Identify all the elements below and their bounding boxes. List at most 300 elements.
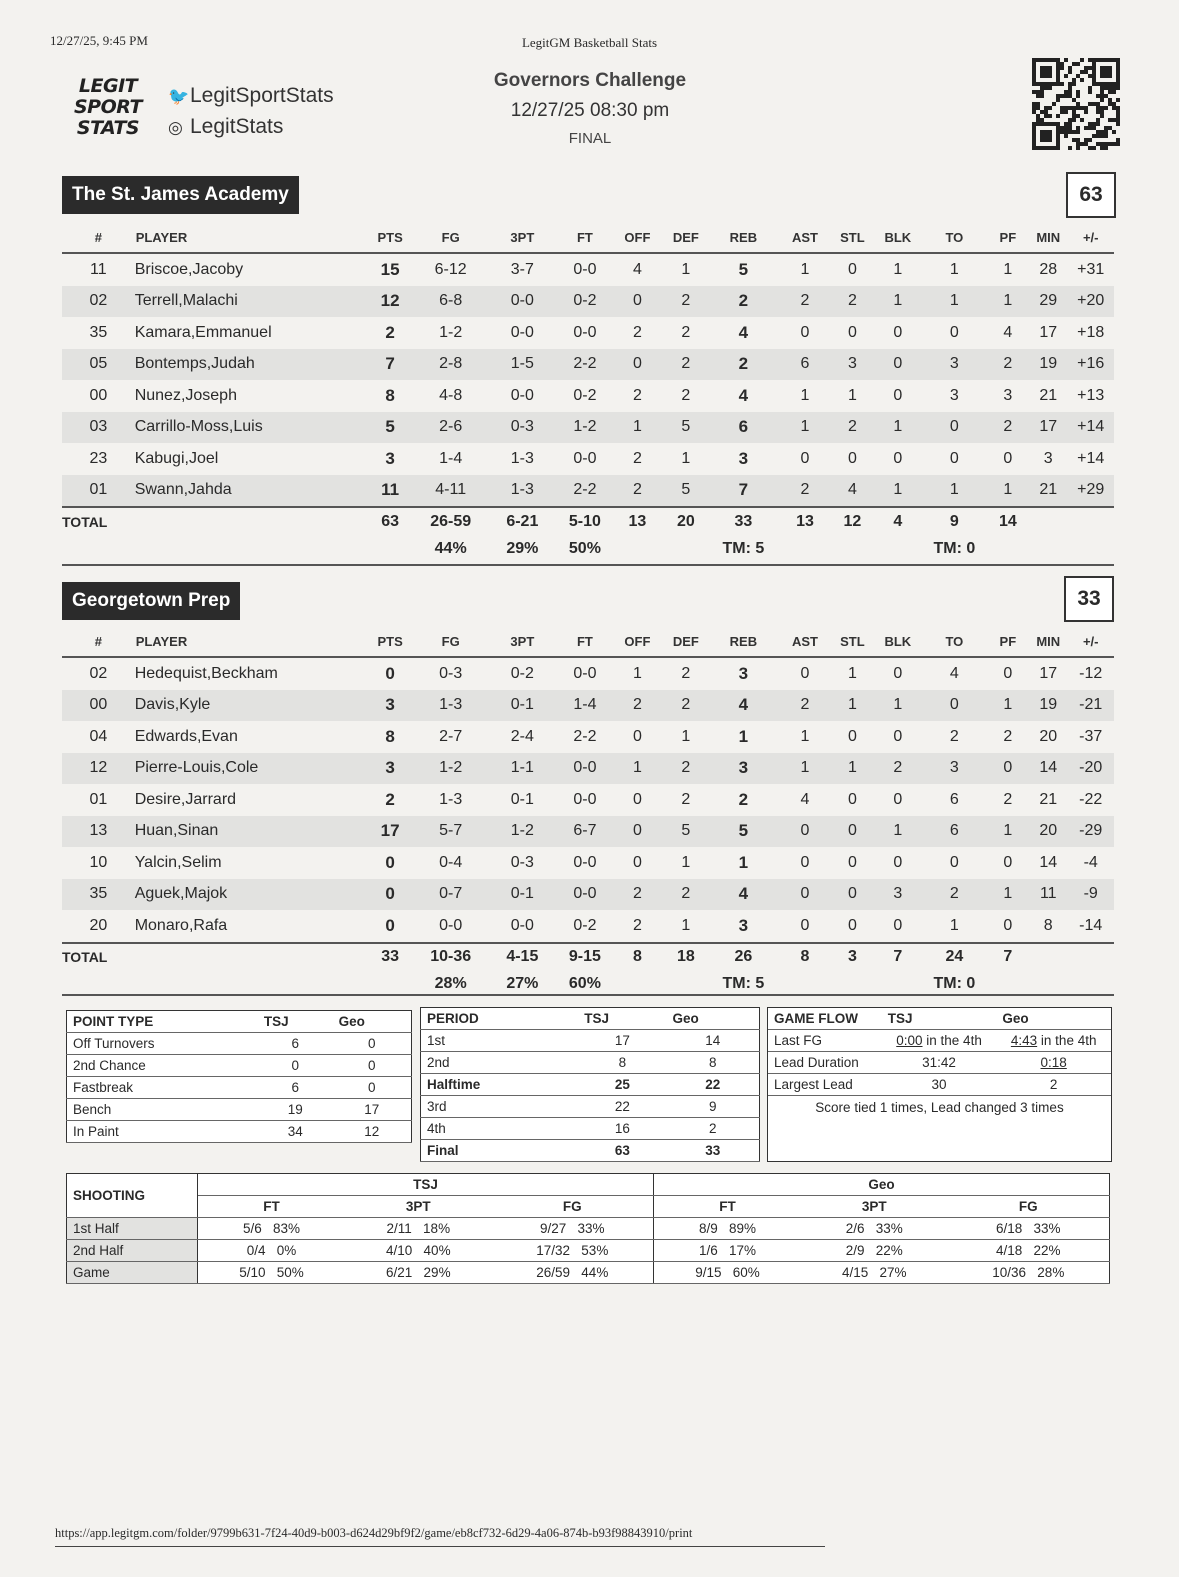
instagram-handle [168,115,283,139]
col-header-to: TO [945,229,964,245]
box-score-away [62,626,1114,998]
cell-stl: 3 [831,349,873,381]
total-to: 24 [945,948,964,965]
shooting-label: 1st Half [67,1218,198,1240]
stat-value: 8 [578,1052,666,1074]
cell-off: 2 [632,449,642,467]
shooting-cat-header: FT [653,1196,801,1218]
cell-min: 21 [1029,475,1067,508]
cell-number: 23 [89,449,108,467]
cell-player: Desire,Jarrard [134,790,237,808]
stat-value: 17 [578,1030,666,1052]
shooting-value [198,1240,346,1262]
cell-blk: 1 [874,816,922,848]
total-pts: 63 [381,512,399,530]
logo-line: SPORT [74,96,142,118]
made-attempted: 6/18 [995,1221,1023,1236]
stat-label: 1st [421,1030,579,1052]
twitter-bird-icon: 🐦 [168,87,190,106]
cell-pf: 1 [987,690,1029,722]
total-blk: 4 [893,512,903,530]
shooting-value [345,1240,492,1262]
total-stl: 12 [843,512,862,530]
stat-label: Halftime [421,1074,579,1096]
cell-ft: 0-2 [573,386,597,404]
pct-player [135,535,365,562]
cell-off: 0 [611,286,663,318]
player-row [62,412,1114,444]
cell-ft: 0-0 [559,657,611,690]
col-header-min: MIN [1036,633,1061,649]
cell-number: 01 [62,475,135,508]
col-header-fg: FG [441,633,460,649]
total-number: TOTAL [62,949,108,965]
stat-label: Fastbreak [67,1077,258,1099]
cell-blk: 0 [893,790,903,808]
cell-min: 29 [1029,286,1067,318]
cell-ast: 1 [800,727,810,745]
player-row [62,690,1114,722]
col-header-off: OFF [624,633,651,649]
shooting-value [653,1240,801,1262]
pct-plus-minus [1067,535,1114,562]
cell-player: Nunez,Joseph [134,386,237,404]
cell-min: 14 [1029,753,1067,785]
cell-fg: 1-4 [439,449,463,467]
cell-to: 6 [922,816,987,848]
cell-fg: 4-11 [415,475,486,508]
cell-pts: 3 [365,753,415,785]
flow-time: 4:43 [1010,1033,1038,1048]
shooting-value [801,1262,948,1284]
cell-3pt: 1-5 [486,349,559,381]
cell-ft: 0-0 [559,253,611,286]
stat-label: 2nd [421,1052,579,1074]
cell-blk: 0 [874,349,922,381]
stat-value: 6 [258,1077,333,1099]
cell-pts: 7 [365,349,415,381]
cell-plus-minus: +31 [1067,253,1114,286]
shooting-value [492,1218,654,1240]
percentage: 29% [423,1265,451,1280]
stat-value: 22 [578,1096,666,1118]
stat-label: 2nd Chance [67,1055,258,1077]
cell-fg: 6-12 [415,253,486,286]
cell-fg: 1-2 [439,323,463,341]
col-header-ast: AST [791,229,818,245]
stat-row [67,1077,412,1099]
cell-fg: 2-7 [439,727,463,745]
cell-ast: 0 [779,910,831,943]
cell-ft: 0-2 [559,910,611,943]
col-header: Geo [996,1008,1111,1030]
cell-3pt: 1-1 [486,753,559,785]
flow-time: 30 [931,1077,947,1092]
cell-stl: 1 [831,690,873,722]
total-pf: 14 [998,512,1017,530]
cell-min: 20 [1029,816,1067,848]
cell-pf: 0 [1003,853,1013,871]
cell-pts: 0 [365,657,415,690]
cell-pts: 5 [365,412,415,444]
cell-def: 1 [681,727,691,745]
cell-reb: 5 [708,816,779,848]
cell-3pt: 0-1 [486,879,559,911]
cell-stl: 0 [831,879,873,911]
pct-ft: 50% [568,539,601,557]
cell-stl: 0 [847,853,857,871]
cell-player: Bontemps,Judah [135,349,365,381]
percentage: 27% [879,1265,907,1280]
player-row [62,317,1114,349]
cell-min: 21 [1039,386,1058,404]
shooting-value [653,1218,801,1240]
pct-off [611,535,663,562]
stat-value: 22 [666,1074,759,1096]
player-row [62,349,1114,381]
col-header-min: MIN [1036,229,1061,245]
cell-off: 0 [611,816,663,848]
shooting-cat-header: FG [492,1196,654,1218]
cell-blk: 1 [874,475,922,508]
player-row [62,910,1114,943]
shooting-team-row [67,1174,1110,1196]
total-player [135,507,365,535]
made-attempted: 17/32 [536,1243,571,1258]
cell-to: 3 [949,386,959,404]
cell-blk: 1 [874,412,922,444]
cell-to: 3 [922,753,987,785]
total-pf: 7 [1003,948,1013,965]
stat-value: 0 [333,1055,412,1077]
cell-stl: 0 [831,253,873,286]
cell-def: 2 [664,879,708,911]
cell-fg: 6-8 [415,286,486,318]
player-row [62,253,1114,286]
cell-def: 1 [664,253,708,286]
player-row [62,816,1114,848]
cell-number: 03 [62,412,135,444]
flow-value [882,1052,997,1074]
percentage: 17% [729,1243,757,1258]
cell-pf: 0 [1003,449,1013,467]
total-fg: 26-59 [430,512,472,530]
cell-plus-minus: -21 [1067,690,1114,722]
cell-blk: 1 [874,253,922,286]
cell-off: 4 [611,253,663,286]
cell-reb: 7 [708,475,779,508]
cell-off: 0 [632,790,642,808]
cell-def: 5 [664,816,708,848]
cell-def: 1 [681,449,691,467]
flow-value [882,1074,997,1096]
col-header: TSJ [258,1011,333,1033]
cell-ast: 1 [779,753,831,785]
total-fg: 10-36 [430,948,472,965]
col-header-stl: STL [840,633,865,649]
cell-off: 2 [611,690,663,722]
divider [62,994,1114,996]
cell-number: 35 [62,879,135,911]
cell-fg: 2-6 [415,412,486,444]
cell-ast: 6 [779,349,831,381]
cell-pf: 2 [987,349,1029,381]
col-header: POINT TYPE [67,1011,258,1033]
stat-label: In Paint [67,1121,258,1143]
cell-number: 04 [89,727,108,745]
pct-to: TM: 0 [933,975,976,992]
cell-off: 0 [632,853,642,871]
made-attempted: 2/9 [845,1243,865,1258]
cell-pts: 0 [365,910,415,943]
cell-pts: 3 [385,448,395,468]
point-type-table [66,1010,412,1143]
shooting-value [948,1218,1110,1240]
cell-min: 19 [1029,690,1067,722]
percent-row [62,535,1114,562]
game-info [440,70,740,147]
pct-to: TM: 0 [933,539,976,557]
made-attempted: 8/9 [698,1221,718,1236]
cell-blk: 1 [874,690,922,722]
cell-3pt: 0-3 [486,412,559,444]
pct-number [62,535,135,562]
cell-min: 14 [1039,853,1058,871]
shooting-cat-row [67,1196,1110,1218]
player-row [62,443,1114,475]
cell-number: 05 [62,349,135,381]
cell-reb: 4 [708,690,779,722]
flow-value [996,1052,1111,1074]
cell-ft: 6-7 [559,816,611,848]
flow-label: Largest Lead [768,1074,882,1096]
shooting-value [492,1240,654,1262]
col-header-reb: REB [729,229,758,245]
cell-def: 5 [664,412,708,444]
stat-label: 4th [421,1118,579,1140]
cell-player: Edwards,Evan [134,727,238,745]
divider [62,564,1114,566]
team-score-away: 33 [1064,576,1114,622]
cell-pts: 15 [365,253,415,286]
cell-plus-minus: +29 [1067,475,1114,508]
cell-plus-minus: -20 [1067,753,1114,785]
cell-def: 2 [664,753,708,785]
cell-pf: 1 [987,816,1029,848]
percentage: 50% [276,1265,304,1280]
col-header-blk: BLK [884,633,912,649]
player-row [62,657,1114,690]
cell-ft: 0-0 [559,753,611,785]
shooting-label: Game [67,1262,198,1284]
cell-ft: 1-2 [559,412,611,444]
cell-pf: 4 [1003,323,1013,341]
total-ft: 9-15 [568,948,601,965]
shooting-cat-header: FT [198,1196,346,1218]
cell-def: 2 [681,386,691,404]
cell-reb: 6 [708,412,779,444]
cell-off: 0 [632,727,642,745]
cell-min: 19 [1029,349,1067,381]
cell-ft: 0-0 [573,790,597,808]
cell-player: Carrillo-Moss,Luis [135,412,365,444]
stat-value: 14 [666,1030,759,1052]
cell-3pt: 0-0 [510,386,534,404]
total-reb: 33 [734,512,753,530]
cell-ft: 2-2 [559,475,611,508]
shooting-value [948,1262,1110,1284]
stat-value: 12 [333,1121,412,1143]
cell-stl: 0 [847,790,857,808]
cell-fg: 0-0 [415,910,486,943]
cell-3pt: 3-7 [486,253,559,286]
cell-number: 01 [89,790,108,808]
total-number: TOTAL [62,513,108,530]
stat-row [421,1140,760,1162]
print-timestamp: 12/27/25, 9:45 PM [50,33,148,48]
col-header-to: TO [945,633,964,649]
stat-row [421,1030,760,1052]
shooting-value [345,1218,492,1240]
percentage: 33% [875,1221,903,1236]
percentage: 22% [1033,1243,1061,1258]
cell-blk: 0 [893,323,903,341]
cell-plus-minus: -12 [1067,657,1114,690]
shooting-row [67,1240,1110,1262]
cell-off: 0 [611,349,663,381]
flow-row [768,1074,1111,1096]
cell-fg: 0-7 [415,879,486,911]
flow-time: 0:18 [1040,1055,1067,1070]
cell-3pt: 0-0 [510,323,534,341]
stat-value: 9 [666,1096,759,1118]
total-min [1029,507,1067,535]
total-stl: 3 [847,948,857,965]
cell-min: 17 [1039,323,1058,341]
cell-def: 1 [681,853,691,871]
cell-to: 2 [922,879,987,911]
shooting-row [67,1262,1110,1284]
cell-reb: 3 [708,753,779,785]
cell-ast: 2 [779,475,831,508]
cell-pts: 11 [365,475,415,508]
total-blk: 7 [893,948,903,965]
cell-blk: 0 [893,727,903,745]
cell-number: 20 [62,910,135,943]
cell-pf: 2 [1003,727,1013,745]
stat-value: 2 [666,1118,759,1140]
shooting-team-header: TSJ [198,1174,654,1196]
cell-off: 1 [611,657,663,690]
cell-ast: 1 [779,412,831,444]
cell-stl: 1 [831,657,873,690]
cell-min: 17 [1029,657,1067,690]
cell-off: 2 [611,879,663,911]
legit-sport-stats-logo [58,76,158,139]
cell-pf: 1 [987,475,1029,508]
cell-player: Kabugi,Joel [134,449,219,467]
percentage: 83% [273,1221,301,1236]
cell-reb: 2 [738,789,749,809]
cell-pf: 2 [1003,790,1013,808]
cell-pts: 12 [365,286,415,318]
cell-pts: 0 [385,852,395,872]
made-attempted: 4/15 [841,1265,869,1280]
cell-plus-minus: -9 [1067,879,1114,911]
cell-player: Davis,Kyle [135,690,365,722]
stat-value: 19 [258,1099,333,1121]
cell-to: 3 [922,349,987,381]
pct-ft: 60% [568,975,601,992]
cell-def: 5 [664,475,708,508]
cell-3pt: 0-1 [486,690,559,722]
pct-reb: TM: 5 [722,539,765,557]
cell-ft: 2-2 [559,349,611,381]
cell-3pt: 0-0 [486,286,559,318]
header-row [62,626,1114,657]
header-row [768,1008,1111,1030]
cell-fg: 1-3 [415,690,486,722]
cell-min: 3 [1043,449,1053,467]
game-flow-panel [767,1007,1112,1162]
percentage: 0% [276,1243,297,1258]
cell-blk: 2 [874,753,922,785]
cell-stl: 0 [831,816,873,848]
cell-plus-minus: -14 [1067,910,1114,943]
cell-blk: 0 [893,853,903,871]
cell-ft: 1-4 [559,690,611,722]
cell-number: 13 [62,816,135,848]
made-attempted: 4/18 [995,1243,1023,1258]
total-row [62,943,1114,971]
cell-pf: 1 [987,879,1029,911]
col-header-player: PLAYER [135,633,188,649]
cell-ft: 0-0 [573,323,597,341]
cell-number: 12 [62,753,135,785]
cell-fg: 0-3 [415,657,486,690]
cell-3pt: 0-1 [510,790,534,808]
pct-stl [831,535,873,562]
flow-value [996,1074,1111,1096]
col-header-reb: REB [729,633,758,649]
stat-value: 6 [258,1033,333,1055]
made-attempted: 9/15 [695,1265,722,1280]
col-header-pf: PF [999,229,1017,245]
percentage: 28% [1037,1265,1065,1280]
cell-reb: 2 [708,349,779,381]
cell-ast: 0 [800,323,810,341]
cell-3pt: 0-2 [486,657,559,690]
stat-value: 33 [666,1140,759,1162]
made-attempted: 2/11 [386,1221,412,1236]
logo-line: STATS [76,117,140,139]
cell-player: Pierre-Louis,Cole [135,753,365,785]
stat-row [421,1052,760,1074]
cell-to: 0 [949,323,959,341]
cell-3pt: 1-3 [486,475,559,508]
cell-pf: 0 [987,753,1029,785]
cell-to: 1 [922,475,987,508]
total-reb: 26 [734,948,753,965]
shooting-value [198,1218,346,1240]
shooting-row [67,1218,1110,1240]
pct-reb: TM: 5 [722,975,765,992]
made-attempted: 0/4 [246,1243,266,1258]
cell-pts: 8 [385,385,395,405]
cell-to: 6 [949,790,959,808]
player-row [62,475,1114,508]
cell-fg: 1-3 [439,790,463,808]
